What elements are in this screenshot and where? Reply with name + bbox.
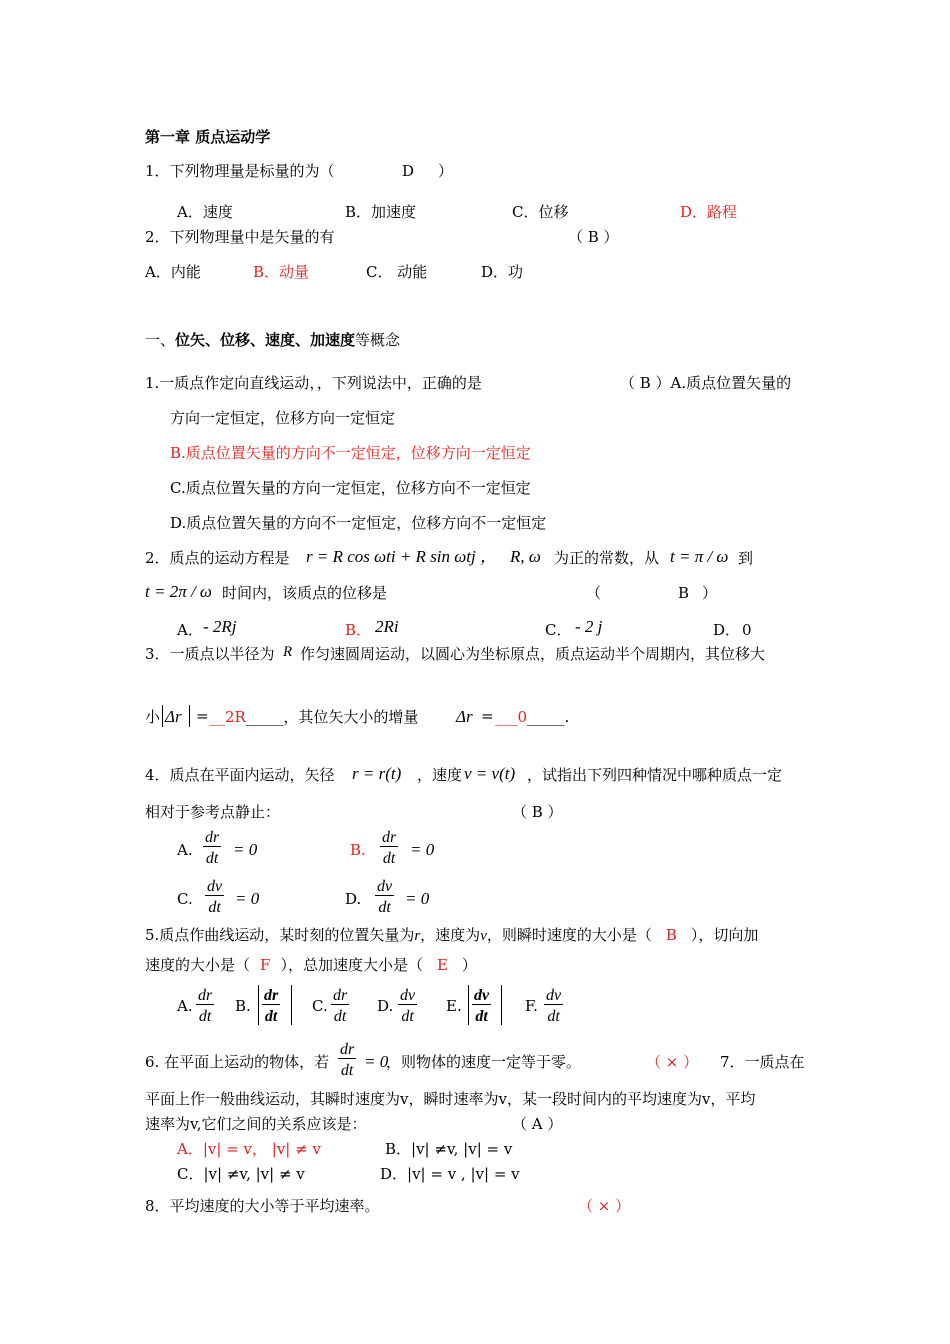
s2-constants: R, ω [510, 547, 541, 566]
s4-line2: 相对于参考点静止： [145, 803, 281, 821]
s7-option-b: B．|v| ≠v, |v| = v [385, 1140, 513, 1158]
s3-radius: R [283, 644, 293, 660]
s5-option-e-frac: $\frac{dv}{dt}$ [474, 987, 490, 1025]
s5-option-b-label: B. [235, 997, 251, 1015]
s6-eq: = 0 [364, 1052, 389, 1071]
s1-option-c: C.质点位置矢量的方向一定恒定，位移方向不一定恒定 [170, 479, 531, 497]
s7-option-d: D．|v| = v , |v| = v [380, 1165, 520, 1183]
s7-option-a: A．|v| = v， |v| ≠ v [177, 1140, 321, 1158]
s2-option-b-value: 2Ri [375, 617, 399, 636]
s5-line2: 速度的大小是（ F ），总加速度大小是（ E ） [145, 956, 477, 974]
q1-option-d: D．路程 [680, 203, 738, 221]
s2-stem: 2．质点的运动方程是 [145, 549, 290, 567]
s2-mid: 为正的常数，从 [554, 549, 660, 567]
s1-option-b: B.质点位置矢量的方向不一定恒定，位移方向一定恒定 [170, 444, 531, 462]
s3-dr: Δr [165, 707, 182, 726]
s5-option-a-label: A. [177, 997, 193, 1015]
q2-option-d: D．功 [481, 263, 524, 281]
s4-v: v = v(t) [464, 764, 516, 783]
s2-paren-open: （ [586, 584, 602, 602]
s5-option-d-frac: $\frac{dv}{dt}$ [400, 987, 416, 1025]
s5-option-c-frac: $\frac{dr}{dt}$ [333, 987, 348, 1025]
s5-option-e-label: E. [446, 997, 462, 1015]
s2-equation: r = R cos ωti + R sin ωtj ， [306, 547, 497, 566]
s5-option-a-frac: $\frac{dr}{dt}$ [198, 987, 213, 1025]
q1-option-b: B．加速度 [345, 203, 417, 221]
s1-option-a-cont: 方向一定恒定，位移方向一定恒定 [170, 409, 396, 427]
s6-text-a: 6. 在平面上运动的物体，若 [145, 1053, 330, 1071]
s8-stem: 8．平均速度的大小等于平均速率。 [145, 1197, 380, 1215]
s4-option-c-frac: $\frac{dv}{dt}$ [207, 878, 223, 916]
s2-answer: B [678, 584, 690, 602]
s4-option-d-label: D. [345, 890, 362, 908]
s6-text-b: ，则物体的速度一定等于零。 [386, 1053, 582, 1071]
s6-frac: $\frac{dr}{dt}$ [340, 1041, 355, 1079]
s2-option-d-label: D． [713, 621, 741, 639]
s3-stem-cont: 作匀速圆周运动，以圆心为坐标原点，质点运动半个周期内，其位移大 [300, 645, 766, 663]
q1-close: ） [438, 162, 454, 180]
s4-option-c-label: C. [177, 890, 193, 908]
q2-option-a: A．内能 [145, 263, 201, 281]
s8-answer: （ × ） [578, 1197, 631, 1215]
s7-line2: 平面上作一般曲线运动，其瞬时速度为v，瞬时速率为v，某一段时间内的平均速度为v，平均 [145, 1090, 756, 1108]
q2-option-c: C． 动能 [366, 263, 428, 281]
s3-eq: = [196, 707, 209, 725]
s1-answer: （ B ）A.质点位置矢量的 [620, 374, 792, 392]
s6-answer: （ × ） [646, 1053, 699, 1071]
s4-mid: ，速度 [417, 766, 463, 784]
q2-stem: 2．下列物理量中是矢量的有 [145, 228, 335, 246]
s2-option-c-value: - 2 j [575, 617, 603, 636]
s2-to: 到 [738, 549, 754, 567]
q1-stem: 1．下列物理量是标量的为（ [145, 162, 335, 180]
s3-answer-2: ___0_____. [495, 708, 570, 726]
s4-option-a-label: A. [177, 841, 193, 859]
s2-option-d-value: 0 [742, 621, 752, 639]
s4-tail: ，试指出下列四种情况中哪种质点一定 [527, 766, 783, 784]
s3-answer-1: __2R_____，其位矢大小的增量 [210, 708, 419, 726]
s2-option-a-label: A． [177, 621, 203, 639]
q2-option-b: B．动量 [253, 263, 310, 281]
s7-answer: （ A ） [512, 1115, 563, 1133]
q2-answer: （ B ） [568, 228, 619, 246]
s3-eq2: = [481, 707, 494, 725]
s2-paren-close: ） [702, 584, 718, 602]
s7-option-c: C．|v| ≠v, |v| ≠ v [177, 1165, 305, 1183]
s5-option-f-label: F. [525, 997, 538, 1015]
s1-option-d: D.质点位置矢量的方向不一定恒定，位移方向不一定恒定 [170, 514, 547, 532]
s2-option-b-label: B． [345, 621, 372, 639]
q1-option-a: A．速度 [177, 203, 233, 221]
s4-option-b-frac: $\frac{dr}{dt}$ [382, 829, 397, 867]
s2-t2: t = 2π / ω [145, 582, 212, 601]
s1-stem: 1.一质点作定向直线运动，，下列说法中，正确的是 [145, 374, 482, 392]
s2-t1: t = π / ω [670, 547, 729, 566]
s2-line2: 时间内，该质点的位移是 [222, 584, 388, 602]
s4-option-b-label: B. [350, 841, 366, 859]
chapter-title: 第一章 质点运动学 [145, 128, 271, 146]
s5-option-c-label: C. [312, 997, 328, 1015]
section-heading: 一、位矢、位移、速度、加速度等概念 [145, 331, 401, 349]
s5-line1: 5.质点作曲线运动，某时刻的位置矢量为r，速度为v，则瞬时速度的大小是（ B ），切向加 [145, 926, 759, 944]
s4-r: r = r(t) [352, 764, 402, 783]
q1-answer: D [402, 162, 415, 180]
s5-option-f-frac: $\frac{dv}{dt}$ [546, 987, 562, 1025]
s4-option-c-eq: = 0 [235, 889, 260, 908]
s4-stem: 4．质点在平面内运动，矢径 [145, 766, 335, 784]
s5-option-d-label: D. [377, 997, 394, 1015]
s7-start: 7．一质点在 [720, 1053, 805, 1071]
s2-option-a-value: - 2Rj [203, 617, 237, 636]
s3-stem: 3．一质点以半径为 [145, 645, 275, 663]
s4-option-a-frac: $\frac{dr}{dt}$ [205, 829, 220, 867]
s4-answer: （ B ） [512, 803, 563, 821]
s4-option-b-eq: = 0 [410, 840, 435, 859]
s3-line2-prefix: 小 [145, 708, 161, 726]
q1-option-c: C．位移 [512, 203, 569, 221]
s5-option-b-frac: $\frac{dr}{dt}$ [264, 987, 279, 1025]
s3-dr2: Δr [456, 707, 473, 726]
s4-option-d-eq: = 0 [405, 889, 430, 908]
s7-line3: 速率为v,它们之间的关系应该是： [145, 1115, 367, 1133]
s4-option-d-frac: $\frac{dv}{dt}$ [377, 878, 393, 916]
s4-option-a-eq: = 0 [233, 840, 258, 859]
s2-option-c-label: C． [545, 621, 572, 639]
